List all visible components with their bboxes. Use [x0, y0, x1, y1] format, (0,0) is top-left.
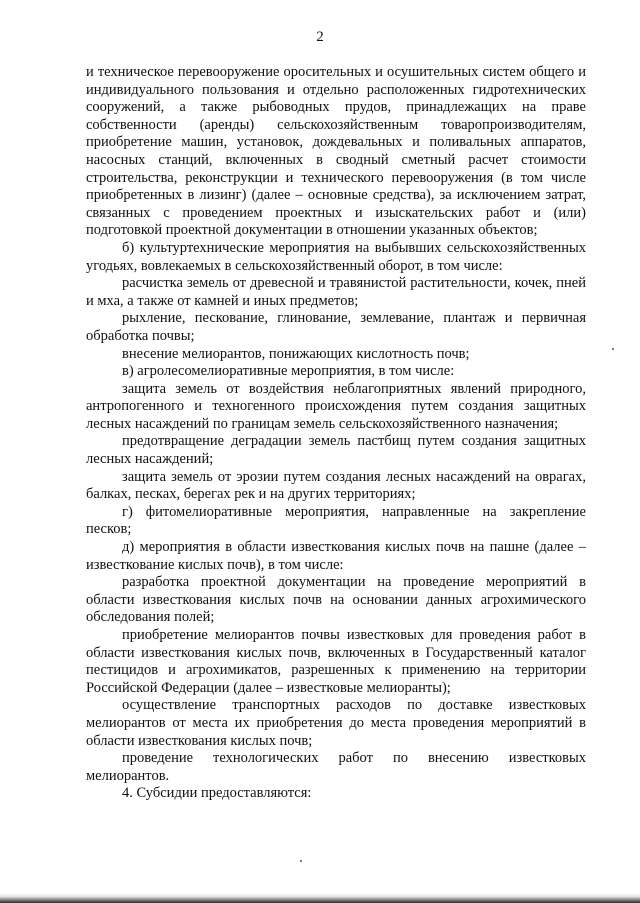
scan-bottom-edge	[0, 893, 640, 903]
scan-artifact	[612, 348, 614, 350]
paragraph-technological-works: проведение технологических работ по внесению известковых мелиорантов.	[86, 750, 586, 784]
scan-artifact	[300, 860, 302, 862]
document-body	[86, 64, 586, 803]
paragraph-purchase: приобретение мелиорантов почвы известковых для проведения работ в области известкования кислых почв, включенных в Государственный каталог пестицидов и агрохимикатов, разрешенных к применению на территории Российской Федерации (далее – известковые мелиоранты);	[86, 627, 586, 696]
paragraph-item-v: в) агролесомелиоративные мероприятия, в том числе:	[122, 363, 455, 380]
paragraph-project-docs: разработка проектной документации на проведение мероприятий в области известкования кислых почв на основании данных агрохимического обследования полей;	[86, 574, 586, 626]
paragraph-section-4: 4. Субсидии предоставляются:	[122, 785, 312, 802]
paragraph-land-protection: защита земель от воздействия неблагоприятных явлений природного, антропогенного и техногенного происхождения путем создания защитных лесных насаждений по границам земель сельскохозяйственного назначения;	[86, 380, 586, 432]
paragraph-continuation: и техническое перевооружение оросительных и осушительных систем общего и индивидуального пользования и отдельно расположенных гидротехнических сооружений, а также рыбоводных прудов, принадлежащих на праве собственности (аренды) сельскохозяйственным товаропроизводителям, приобретение машин, установок, дождевальных и поливальных аппаратов, насосных станций, включенных в сводный сметный расчет стоимости строительства, реконструкции и технического перевооружения (в том числе приобретенных в лизинг) (далее – основные средства), за исключением затрат, связанных с проведением проектных и изыскательских работ и (или) подготовкой проектной документации в отношении указанных объектов;	[86, 64, 586, 239]
paragraph-ameliorants: внесение мелиорантов, понижающих кислотность почв;	[122, 345, 470, 362]
page-number: 2	[316, 29, 324, 45]
paragraph-erosion: защита земель от эрозии путем создания лесных насаждений на оврагах, балках, песках, берегах рек и на других территориях;	[86, 468, 586, 503]
paragraph-pasture-degradation: предотвращение деградации земель пастбищ путем создания защитных лесных насаждений;	[86, 433, 586, 468]
paragraph-item-b: б) культуртехнические мероприятия на выбывших сельскохозяйственных угодьях, вовлекаемых в сельскохозяйственный оборот, в том числе:	[86, 239, 586, 274]
paragraph-clearing: расчистка земель от древесной и травянистой растительности, кочек, пней и мха, а также от камней и иных предметов;	[86, 275, 586, 309]
paragraph-item-g: г) фитомелиоративные мероприятия, направленные на закрепление песков;	[86, 503, 586, 538]
paragraph-item-d: д) мероприятия в области известкования кислых почв на пашне (далее – известкование кислых почв), в том числе:	[86, 539, 586, 573]
paragraph-loosening: рыхление, пескование, глинование, землевание, плантаж и первичная обработка почвы;	[86, 310, 586, 344]
paragraph-transport: осуществление транспортных расходов по доставке известковых мелиорантов от места их приобретения до места проведения мероприятий в области известкования кислых почв;	[86, 697, 586, 749]
